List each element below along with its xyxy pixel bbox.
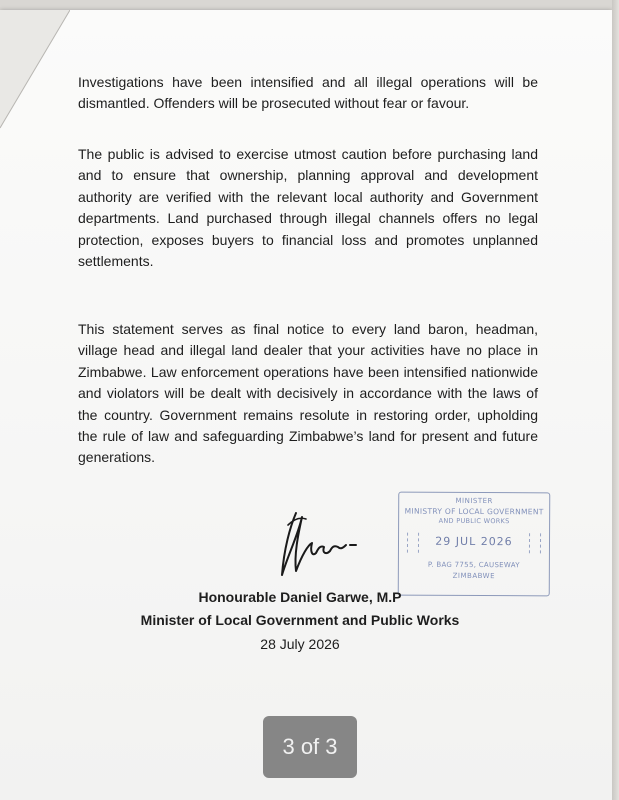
stamp-line-public-works: AND PUBLIC WORKS (438, 516, 510, 526)
document-date: 28 July 2026 (260, 636, 340, 652)
paragraph-investigations: Investigations have been intensified and all illegal operations will be dismantled. Offenders will be prosecuted without fear or favour. (78, 74, 538, 112)
page-indicator: 3 of 3 (263, 716, 357, 778)
stamp-line-ministry: MINISTRY OF LOCAL GOVERNMENT (404, 506, 544, 517)
stamp-decoration-right (529, 533, 541, 553)
paragraph-final-notice: This statement serves as final notice to every land baron, headman, village head and illegal land dealer that your activities have no place in Zimbabwe. Law enforcement operations have been intensified nationwide and violators will be dealt with decisively in accordance with the laws of the country. Government remains resolute in restoring order, upholding the rule of law and safeguarding Zimbabwe’s land for present and future generations. (78, 321, 538, 466)
page-edge (612, 0, 619, 800)
folded-corner (0, 10, 70, 130)
signatory-name: Honourable Daniel Garwe, M.P (198, 589, 402, 605)
official-stamp (398, 492, 551, 597)
stamp-line-minister: MINISTER (455, 496, 493, 506)
stamp-address-line2: ZIMBABWE (452, 571, 496, 581)
stamp-address-line1: P. BAG 7755, CAUSEWAY (427, 560, 520, 570)
signatory-title: Minister of Local Government and Public Works (140, 612, 460, 628)
stamp-date: 29 JUL 2026 (435, 534, 513, 549)
paragraph-public-advice: The public is advised to exercise utmost caution before purchasing land and to ensure that ownership, planning approval and development authority are verified with the relevant local authority and Government departments. Land purchased through illegal channels offers no legal protection, exposes buyers to financial loss and promotes unplanned settlements. (78, 146, 538, 270)
handwritten-signature (268, 505, 368, 585)
